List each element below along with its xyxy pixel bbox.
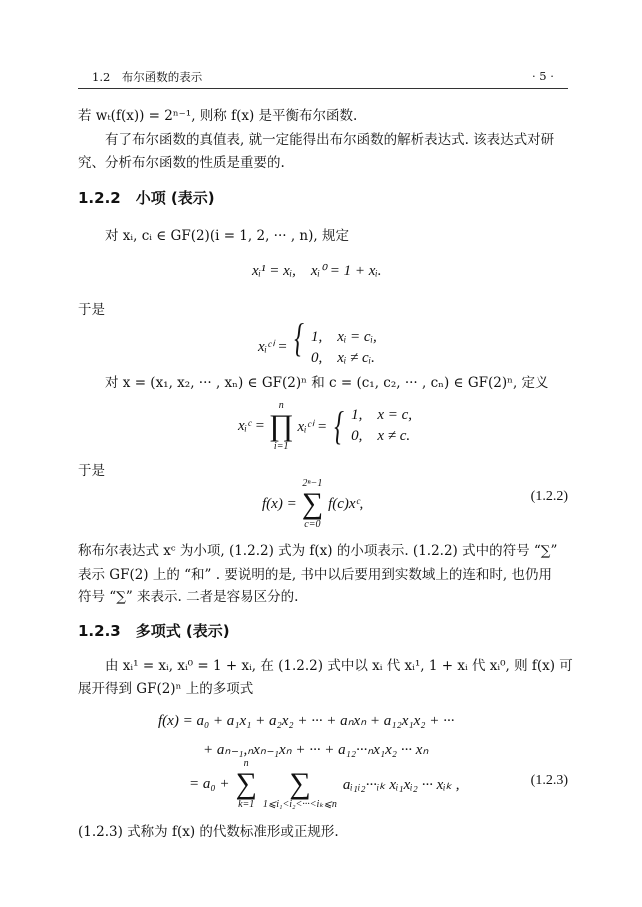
equation-1-2-3-line-1: f(x) = a₀ + a₁x₁ + a₂x₂ + ··· + aₙxₙ + a₁₂x₁x₂ + ··· [158, 713, 455, 729]
paragraph-thus-2: 于是 [78, 463, 105, 479]
paragraph-balanced: 若 wₜ(f(x)) = 2ⁿ⁻¹, 则称 f(x) 是平衡布尔函数. [78, 108, 358, 124]
case-2: 0, xᵢ ≠ cᵢ. [311, 349, 375, 366]
eq-lhs: f(x) = [262, 495, 297, 512]
equation-1-2-2 [262, 478, 363, 530]
eq-rhs: f(c)xᶜ, [328, 495, 364, 512]
eq-lhs: = a₀ + [189, 775, 230, 792]
sum-lower-limit: 1⩽i₁<i₂<···<iₖ⩽n [262, 799, 337, 810]
equation-product [238, 400, 412, 452]
equation-number-1-2-3: (1.2.3) [530, 773, 568, 788]
sum-symbol: ∑ [301, 487, 324, 520]
sum-symbol: ∑ [289, 767, 311, 800]
paragraph-thus-1: 于是 [78, 302, 105, 318]
equation-power-def: xᵢ¹ = xᵢ, xᵢ⁰ = 1 + xᵢ. [252, 263, 382, 279]
sum-symbol: ∑ [235, 767, 257, 800]
eq-lhs: xᵢᶜ = [238, 417, 265, 434]
prod-lower-limit: i=1 [273, 441, 289, 452]
page-number: · 5 · [532, 69, 554, 83]
paragraph-truth-table-2: 究、分析布尔函数的性质是重要的. [78, 155, 285, 171]
header-rule [78, 88, 568, 89]
equation-number-1-2-2: (1.2.2) [530, 489, 568, 504]
brace-icon: { [334, 403, 344, 448]
paragraph-minterm-3: 符号 “∑” 来表示. 二者是容易区分的. [78, 589, 299, 605]
case-2: 0, x ≠ c. [351, 428, 411, 444]
equation-cases-1 [258, 315, 377, 369]
prod-upper-limit: n [278, 400, 284, 411]
equation-1-2-3-line-3 [189, 758, 460, 810]
paragraph-normal-form: (1.2.3) 式称为 f(x) 的代数标准形或正规形. [78, 824, 339, 840]
sum-upper-limit: 2ⁿ−1 [302, 478, 323, 489]
section-heading-1-2-3: 1.2.3 多项式 (表示) [78, 622, 230, 640]
paragraph-polynomial-2: 展开得到 GF(2)ⁿ 上的多项式 [78, 681, 254, 697]
paragraph-polynomial-1: 由 xᵢ¹ = xᵢ, xᵢ⁰ = 1 + xᵢ, 在 (1.2.2) 式中以 xᵢ 代 xᵢ¹, 1 + xᵢ 代 xᵢ⁰, 则 f(x) 可 [105, 658, 573, 674]
paragraph-truth-table-1: 有了布尔函数的真值表, 就一定能得出布尔函数的解析表达式. 该表达式对研 [105, 132, 555, 148]
sum-lower-limit: c=0 [304, 519, 321, 530]
paragraph-minterm-1: 称布尔表达式 xᶜ 为小项, (1.2.2) 式为 f(x) 的小项表示. (1.2.2) 式中的符号 “∑” [78, 543, 558, 559]
running-header-section: 1.2 布尔函数的表示 [92, 70, 203, 84]
eq-rhs: aᵢ₁ᵢ₂···ᵢₖ xᵢ₁xᵢ₂ ··· xᵢₖ , [342, 776, 460, 793]
eq-mid: xᵢᶜⁱ = [297, 418, 328, 435]
eq-lhs: xᵢᶜⁱ = [258, 339, 288, 355]
equation-1-2-3-line-2: + aₙ₋₁,ₙxₙ₋₁xₙ + ··· + a₁₂···ₙx₁x₂ ··· xₙ [203, 742, 429, 758]
case-1: 1, xᵢ = cᵢ, [311, 328, 377, 345]
sum-lower-limit: k=1 [238, 799, 255, 810]
paragraph-vector-define: 对 x = (x₁, x₂, ··· , xₙ) ∈ GF(2)ⁿ 和 c = (c₁, c₂, ··· , cₙ) ∈ GF(2)ⁿ, 定义 [105, 375, 549, 391]
case-1: 1, x = c, [351, 407, 413, 423]
section-heading-1-2-2: 1.2.2 小项 (表示) [78, 189, 215, 207]
product-symbol: ∏ [268, 409, 294, 442]
sum-upper-limit: n [243, 758, 249, 769]
paragraph-define: 对 xᵢ, cᵢ ∈ GF(2)(i = 1, 2, ··· , n), 规定 [105, 228, 349, 244]
paragraph-minterm-2: 表示 GF(2) 上的 “和” . 要说明的是, 书中以后要用到实数域上的连和时, 也仍用 [78, 567, 552, 583]
brace-icon: { [294, 315, 305, 360]
